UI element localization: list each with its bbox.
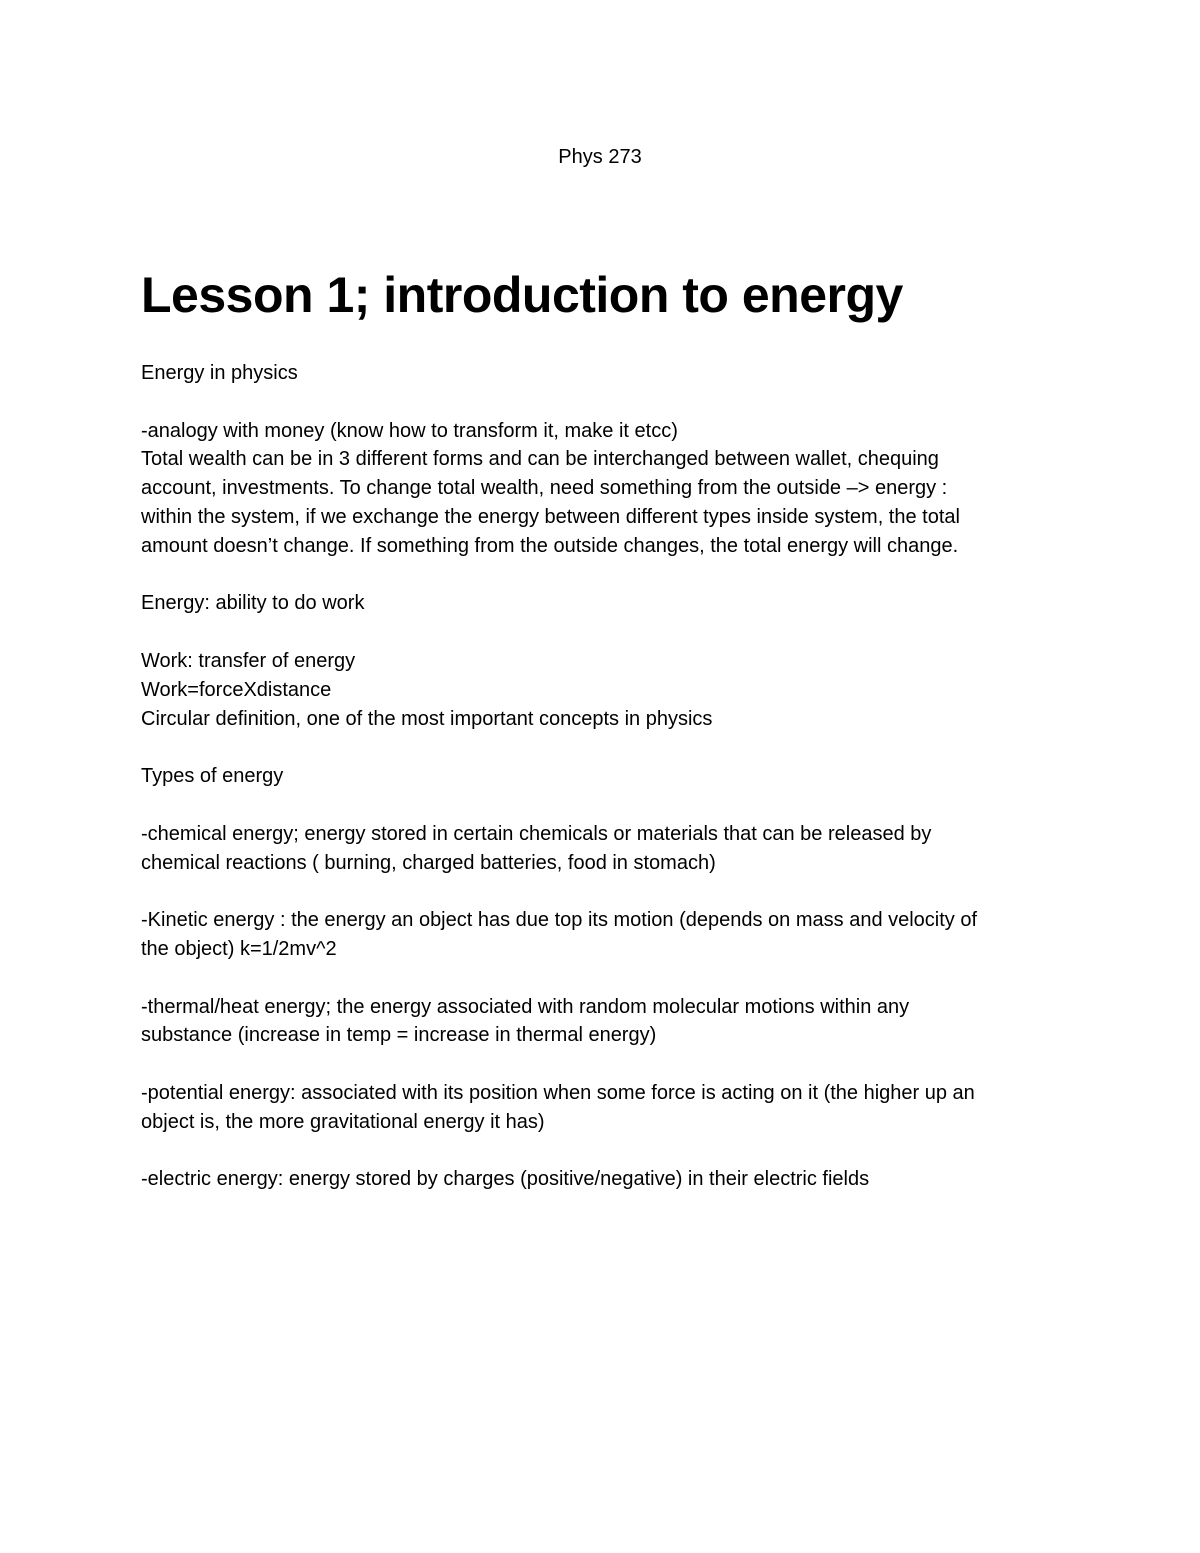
paragraph-thermal-energy bbox=[141, 993, 1061, 1051]
text-line: -analogy with money (know how to transform it, make it etcc) bbox=[141, 419, 678, 442]
text-line: -Kinetic energy : the energy an object has due top its motion (depends on mass and velocity of bbox=[141, 909, 978, 932]
text-line: Types of energy bbox=[141, 765, 284, 788]
text-line: -electric energy: energy stored by charges (positive/negative) in their electric fields bbox=[141, 1168, 870, 1191]
paragraph-work-definition bbox=[141, 647, 1061, 733]
text-line: Work=forceXdistance bbox=[141, 678, 332, 701]
text-line: Circular definition, one of the most important concepts in physics bbox=[141, 707, 713, 730]
notes-text bbox=[141, 359, 1061, 1194]
text-line: account, investments. To change total wealth, need something from the outside –> energy : bbox=[141, 477, 948, 500]
lesson-title: Lesson 1; introduction to energy bbox=[141, 267, 903, 323]
paragraph-chemical-energy bbox=[141, 820, 1061, 878]
text-line: Energy in physics bbox=[141, 362, 298, 384]
text-line: Energy: ability to do work bbox=[141, 592, 365, 615]
page-header: Phys 273 bbox=[558, 146, 642, 168]
paragraph-energy-in-physics bbox=[141, 359, 1061, 388]
text-line: substance (increase in temp = increase in thermal energy) bbox=[141, 1024, 657, 1047]
paragraph-types-heading bbox=[141, 762, 1061, 791]
paragraph-money-analogy bbox=[141, 417, 1061, 561]
paragraph-kinetic-energy bbox=[141, 906, 1061, 964]
text-line: -thermal/heat energy; the energy associated with random molecular motions within any bbox=[141, 995, 910, 1018]
text-line: Total wealth can be in 3 different forms and can be interchanged between wallet, chequing bbox=[141, 448, 939, 471]
text-line: -chemical energy; energy stored in certain chemicals or materials that can be released by bbox=[141, 822, 932, 845]
text-line: Work: transfer of energy bbox=[141, 649, 356, 672]
text-line: object is, the more gravitational energy it has) bbox=[141, 1110, 545, 1133]
text-line: within the system, if we exchange the energy between different types inside system, the total bbox=[141, 505, 960, 528]
document-body bbox=[141, 262, 1061, 1223]
text-line: -potential energy: associated with its position when some force is acting on it (the higher up an bbox=[141, 1081, 975, 1104]
text-line: the object) k=1/2mv^2 bbox=[141, 937, 337, 960]
paragraph-energy-definition bbox=[141, 589, 1061, 618]
paragraph-potential-energy bbox=[141, 1079, 1061, 1137]
text-line: chemical reactions ( burning, charged batteries, food in stomach) bbox=[141, 851, 716, 874]
paragraph-electric-energy bbox=[141, 1165, 1061, 1194]
text-line: amount doesn’t change. If something from the outside changes, the total energy will change. bbox=[141, 534, 959, 557]
